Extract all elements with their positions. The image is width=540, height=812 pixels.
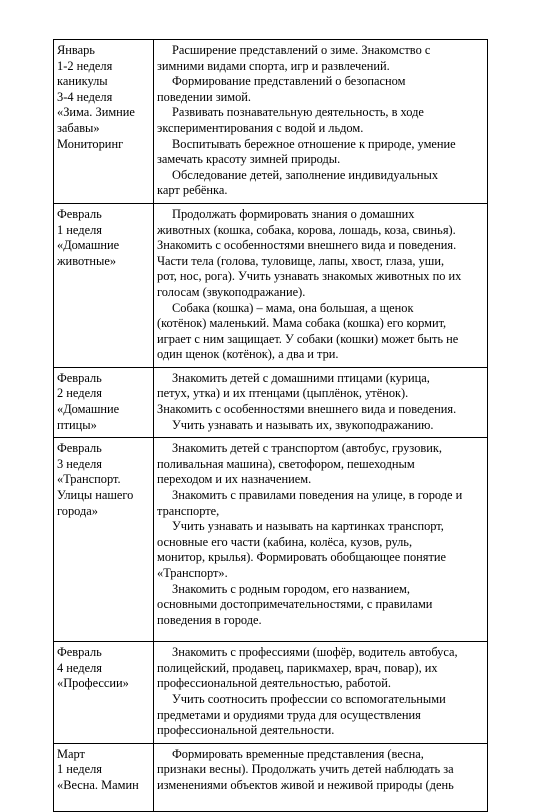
period-line: «Домашние <box>57 238 120 253</box>
period-line: 4 неделя <box>57 660 102 675</box>
content-line: Знакомить с особенностями внешнего вида и поведения. <box>157 402 457 417</box>
content-line: карт ребёнка. <box>157 183 228 198</box>
content-line: Расширение представлений о зиме. Знакомство с <box>172 43 431 57</box>
content-line: Учить соотносить профессии со вспомогательными <box>172 692 446 707</box>
content-paragraph <box>157 418 484 434</box>
content-line: Развивать познавательную деятельность, в ходе <box>172 105 424 120</box>
content-paragraph <box>157 137 484 168</box>
table-row <box>54 743 488 811</box>
period-line: 3-4 неделя <box>57 89 113 104</box>
content-cell <box>154 40 488 204</box>
content-line: один щенок (котёнок), а два и три. <box>157 347 339 362</box>
period-line: каникулы <box>57 74 108 89</box>
content-cell <box>154 367 488 437</box>
content-paragraph <box>157 74 484 105</box>
content-line: замечать красоту зимней природы. <box>157 152 341 167</box>
period-line: 3 неделя <box>57 456 102 471</box>
content-paragraph <box>157 692 484 739</box>
period-line: Мониторинг <box>57 136 124 151</box>
content-line: «Транспорт». <box>157 566 228 580</box>
period-line: «Транспорт. <box>57 472 121 487</box>
content-line: поведения в городе. <box>157 612 262 627</box>
content-paragraph <box>157 207 484 301</box>
period-line: «Профессии» <box>57 676 129 691</box>
content-line: Знакомить с профессиями (шофёр, водитель автобуса, <box>172 645 458 660</box>
period-line: Февраль <box>57 370 102 385</box>
content-line: предметами и орудиями труда для осуществления <box>157 707 421 722</box>
period-line: Февраль <box>57 206 102 221</box>
content-line: монитор, крылья). Формировать обобщающее понятие <box>157 550 447 565</box>
content-line: Продолжать формировать знания о домашних <box>172 206 415 221</box>
period-line: забавы» <box>57 120 100 135</box>
period-line: животные» <box>57 253 117 268</box>
period-line: Февраль <box>57 645 102 660</box>
period-cell <box>54 438 154 642</box>
period-line: «Домашние <box>57 402 120 417</box>
period-line: 1-2 неделя <box>57 58 113 73</box>
content-paragraph <box>157 371 484 418</box>
content-cell <box>154 642 488 744</box>
period-line: «Зима. Зимние <box>57 105 135 120</box>
content-line: полицейский, продавец, парикмахер, врач, повар), их <box>157 660 438 675</box>
period-line: Январь <box>57 43 95 57</box>
content-line: изменениями объектов живой и неживой природы (день <box>157 778 454 792</box>
content-line: экспериментирования с водой и льдом. <box>157 120 364 135</box>
period-line: «Весна. Мамин <box>57 778 139 792</box>
period-cell <box>54 40 154 204</box>
lesson-plan-body <box>54 40 488 812</box>
content-line: Учить узнавать и называть их, звукоподражанию. <box>172 417 434 432</box>
content-line: Части тела (голова, туловище, лапы, хвост, глаза, уши, <box>157 253 445 268</box>
content-cell <box>154 743 488 811</box>
content-line: Формировать временные представления (весна, <box>172 746 424 761</box>
content-line: Знакомить детей с домашними птицами (курица, <box>172 370 430 385</box>
content-line: Знакомить с родным городом, его названием, <box>172 581 410 596</box>
content-paragraph <box>157 301 484 363</box>
table-row <box>54 367 488 437</box>
table-row <box>54 642 488 744</box>
period-cell <box>54 743 154 811</box>
period-cell <box>54 642 154 744</box>
content-line: зимними видами спорта, игр и развлечений. <box>157 58 390 73</box>
table-row <box>54 203 488 367</box>
content-paragraph <box>157 582 484 629</box>
content-paragraph <box>157 43 484 74</box>
content-paragraph <box>157 441 484 488</box>
content-paragraph <box>157 105 484 136</box>
content-line: играет с ним защищает. У собаки (кошки) может быть не <box>157 331 459 346</box>
content-cell <box>154 438 488 642</box>
content-line: основными достопримечательностями, с правилами <box>157 597 433 612</box>
content-line: поведении зимой. <box>157 89 252 104</box>
table-row <box>54 438 488 642</box>
content-line: животных (кошка, собака, корова, лошадь, коза, свинья). <box>157 222 456 237</box>
period-line: Улицы нашего <box>57 488 134 503</box>
content-paragraph <box>157 168 484 199</box>
content-paragraph <box>157 645 484 692</box>
period-line: птицы» <box>57 417 97 432</box>
period-line: 2 неделя <box>57 386 102 401</box>
content-cell <box>154 203 488 367</box>
content-line: рот, нос, рога). Учить узнавать знакомых животных по их <box>157 269 462 284</box>
period-line: города» <box>57 503 99 518</box>
content-line: транспорте, <box>157 503 220 518</box>
content-line: Формирование представлений о безопасном <box>172 74 406 89</box>
content-line: Знакомить с правилами поведения на улице, в городе и <box>172 488 463 503</box>
content-line: Учить узнавать и называть на картинках транспорт, <box>172 519 444 534</box>
content-line: Собака (кошка) – мама, она большая, а щенок <box>172 300 414 315</box>
period-cell <box>54 203 154 367</box>
content-line: признаки весны). Продолжать учить детей наблюдать за <box>157 762 454 777</box>
content-line: профессиональной деятельностью, работой. <box>157 676 391 691</box>
content-paragraph <box>157 519 484 581</box>
content-line: (котёнок) маленький. Мама собака (кошка) его кормит, <box>157 316 447 331</box>
content-line: основные его части (кабина, колёса, кузов, руль, <box>157 534 413 549</box>
content-line: Знакомить детей с транспортом (автобус, грузовик, <box>172 441 443 456</box>
table-row <box>54 40 488 204</box>
period-line: Февраль <box>57 441 102 456</box>
period-line: Март <box>57 746 85 761</box>
period-cell <box>54 367 154 437</box>
content-paragraph <box>157 488 484 519</box>
content-line: Знакомить с особенностями внешнего вида и поведения. <box>157 238 457 253</box>
period-line: 1 неделя <box>57 762 102 777</box>
content-line: Обследование детей, заполнение индивидуальных <box>172 167 439 182</box>
content-line: петух, утка) и их птенцами (цыплёнок, утёнок). <box>157 386 409 401</box>
content-line: поливальная машина), светофором, пешеходным <box>157 456 415 471</box>
content-line: Воспитывать бережное отношение к природе, умение <box>172 136 456 151</box>
content-line: переходом и их назначением. <box>157 472 312 487</box>
period-line: 1 неделя <box>57 222 102 237</box>
content-line: голосам (звукоподражание). <box>157 284 306 299</box>
content-line: профессиональной деятельности. <box>157 723 335 738</box>
lesson-plan-table <box>53 39 488 812</box>
content-paragraph <box>157 747 484 794</box>
